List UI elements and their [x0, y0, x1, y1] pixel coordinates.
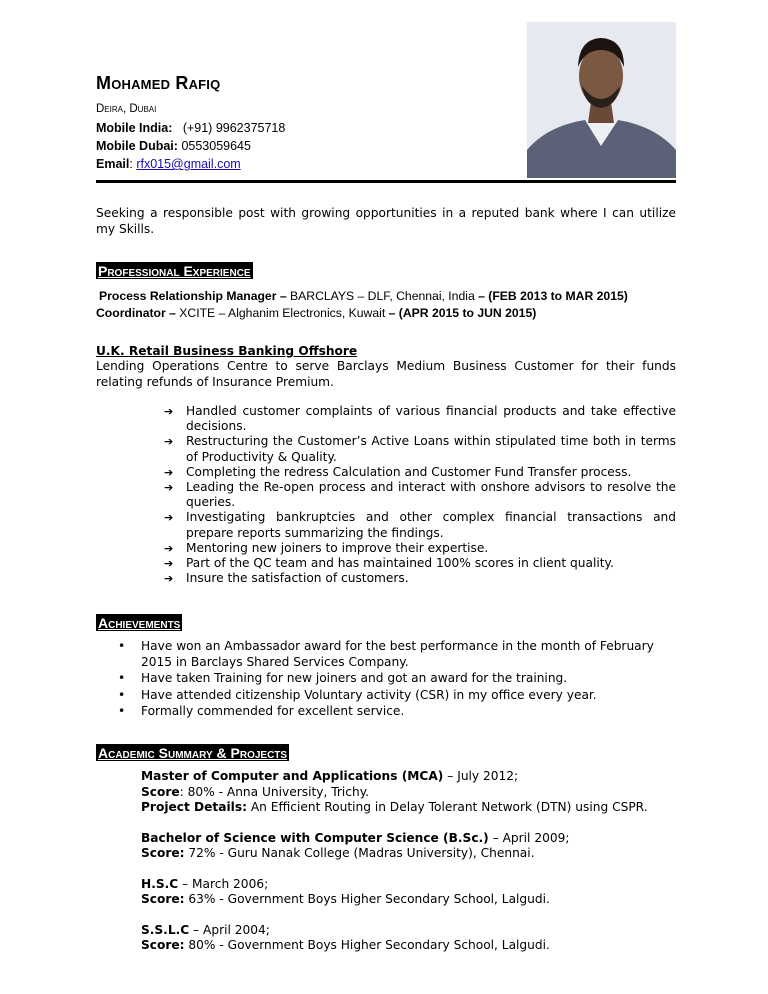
arrow-right-icon: ➔	[164, 572, 174, 586]
email-link[interactable]: rfx015@gmail.com	[136, 157, 241, 171]
mobile-dubai-line	[96, 139, 251, 153]
objective-text: Seeking a responsible post with growing opportunities in a reputed bank where I can utilize my Skills.	[96, 206, 676, 236]
bullet-dot-icon: •	[118, 639, 126, 653]
project-value: An Efficient Routing in Delay Tolerant Network (DTN) using CSPR.	[246, 800, 648, 814]
arrow-right-icon: ➔	[164, 541, 174, 555]
list-item: ➔ Handled customer complaints of various financial products and take effective decisions.	[164, 404, 676, 434]
education-item-mca	[141, 769, 648, 816]
mobile-india-number: (+91) 9962375718	[182, 121, 286, 135]
section-heading-experience: Professional Experience	[98, 263, 251, 279]
job-item	[96, 288, 628, 305]
list-item: ➔ Leading the Re-open process and interact with onshore advisors to resolve the queries.	[164, 480, 676, 510]
bullet-dot-icon: •	[118, 671, 126, 686]
list-item: • Formally commended for excellent service.	[118, 703, 405, 718]
person-portrait-icon	[527, 22, 676, 178]
list-item: • Have attended citizenship Voluntary activity (CSR) in my office every year.	[118, 687, 597, 702]
header-divider	[96, 180, 676, 183]
score-label: Score:	[141, 892, 185, 906]
degree-date: – April 2009;	[488, 830, 570, 845]
achievements-list	[116, 638, 676, 719]
section-heading-achievements: Achievements	[98, 615, 181, 631]
department-description: Lending Operations Centre to serve Barclays Medium Business Customer for their funds relating refunds of Insurance Premium.	[96, 359, 676, 389]
location: Deira, Dubai	[96, 103, 157, 115]
candidate-name: Mohamed Rafiq	[96, 73, 221, 93]
job-title: Process Relationship Manager –	[99, 289, 287, 303]
score-label: Score:	[141, 846, 185, 860]
project-label: Project Details:	[141, 800, 247, 814]
job-title: Coordinator –	[96, 306, 176, 320]
education-item-hsc	[141, 877, 648, 908]
job-company: BARCLAYS – DLF, Chennai, India	[286, 289, 479, 303]
mobile-dubai-label: Mobile Dubai:	[96, 139, 178, 153]
list-item: ➔ Completing the redress Calculation and Customer Fund Transfer process.	[164, 464, 632, 479]
email-line: Email: rfx015@gmail.com	[96, 157, 241, 171]
list-item: ➔ Restructuring the Customer’s Active Loans within stipulated time both in terms of Productivity & Quality.	[164, 434, 676, 464]
arrow-right-icon: ➔	[164, 557, 174, 571]
arrow-right-icon: ➔	[164, 405, 174, 418]
mobile-dubai-number: 0553059645	[181, 139, 251, 153]
list-item: ➔ Part of the QC team and has maintained 100% scores in client quality.	[164, 556, 614, 571]
arrow-right-icon: ➔	[164, 511, 174, 525]
responsibilities-list	[160, 404, 676, 586]
degree-date: – July 2012;	[443, 769, 519, 783]
job-company: XCITE – Alghanim Electronics, Kuwait	[175, 306, 389, 320]
mobile-india-line	[96, 121, 285, 135]
degree-date: – March 2006;	[178, 876, 269, 891]
score-value: 63% - Government Boys Higher Secondary School, Lalgudi.	[184, 892, 550, 906]
degree-title: H.S.C	[141, 876, 179, 891]
degree-title: Master of Computer and Applications (MCA)	[141, 769, 444, 783]
score-value: : 80% - Anna University, Trichy.	[179, 784, 370, 799]
email-label: Email	[96, 157, 130, 171]
bullet-dot-icon: •	[118, 703, 126, 718]
score-label: Score:	[141, 938, 185, 952]
list-item: • Have taken Training for new joiners and got an award for the training.	[118, 671, 568, 686]
education-item-bsc	[141, 831, 648, 862]
degree-date: – April 2004;	[189, 922, 270, 937]
jobs-list	[96, 288, 628, 322]
list-item: ➔ Investigating bankruptcies and other complex financial transactions and prepare reports summarizing the findings.	[164, 510, 676, 540]
list-item: ➔ Mentoring new joiners to improve their expertise.	[164, 540, 489, 555]
mobile-india-label: Mobile India:	[96, 121, 173, 135]
job-dates: – (FEB 2013 to MAR 2015)	[478, 289, 628, 303]
score-value: 72% - Guru Nanak College (Madras University), Chennai.	[184, 846, 535, 860]
arrow-right-icon: ➔	[164, 481, 174, 495]
degree-title: Bachelor of Science with Computer Science (B.Sc.)	[141, 830, 489, 845]
profile-photo	[527, 22, 676, 178]
bullet-dot-icon: •	[118, 687, 126, 702]
arrow-right-icon: ➔	[164, 435, 174, 449]
academics-list	[141, 769, 648, 969]
job-item	[96, 305, 628, 322]
list-item: ➔ Insure the satisfaction of customers.	[164, 571, 409, 586]
score-label: Score	[141, 784, 180, 799]
department-heading: U.K. Retail Business Banking Offshore	[96, 344, 358, 358]
job-dates: – (APR 2015 to JUN 2015)	[388, 306, 537, 320]
section-heading-academics: Academic Summary & Projects	[98, 745, 288, 761]
arrow-right-icon: ➔	[164, 465, 174, 479]
education-item-sslc	[141, 923, 648, 954]
score-value: 80% - Government Boys Higher Secondary School, Lalgudi.	[184, 938, 550, 952]
degree-title: S.S.L.C	[141, 922, 190, 937]
list-item: • Have won an Ambassador award for the best performance in the month of February 2015 in Barclays Shared Services Company.	[118, 639, 654, 670]
